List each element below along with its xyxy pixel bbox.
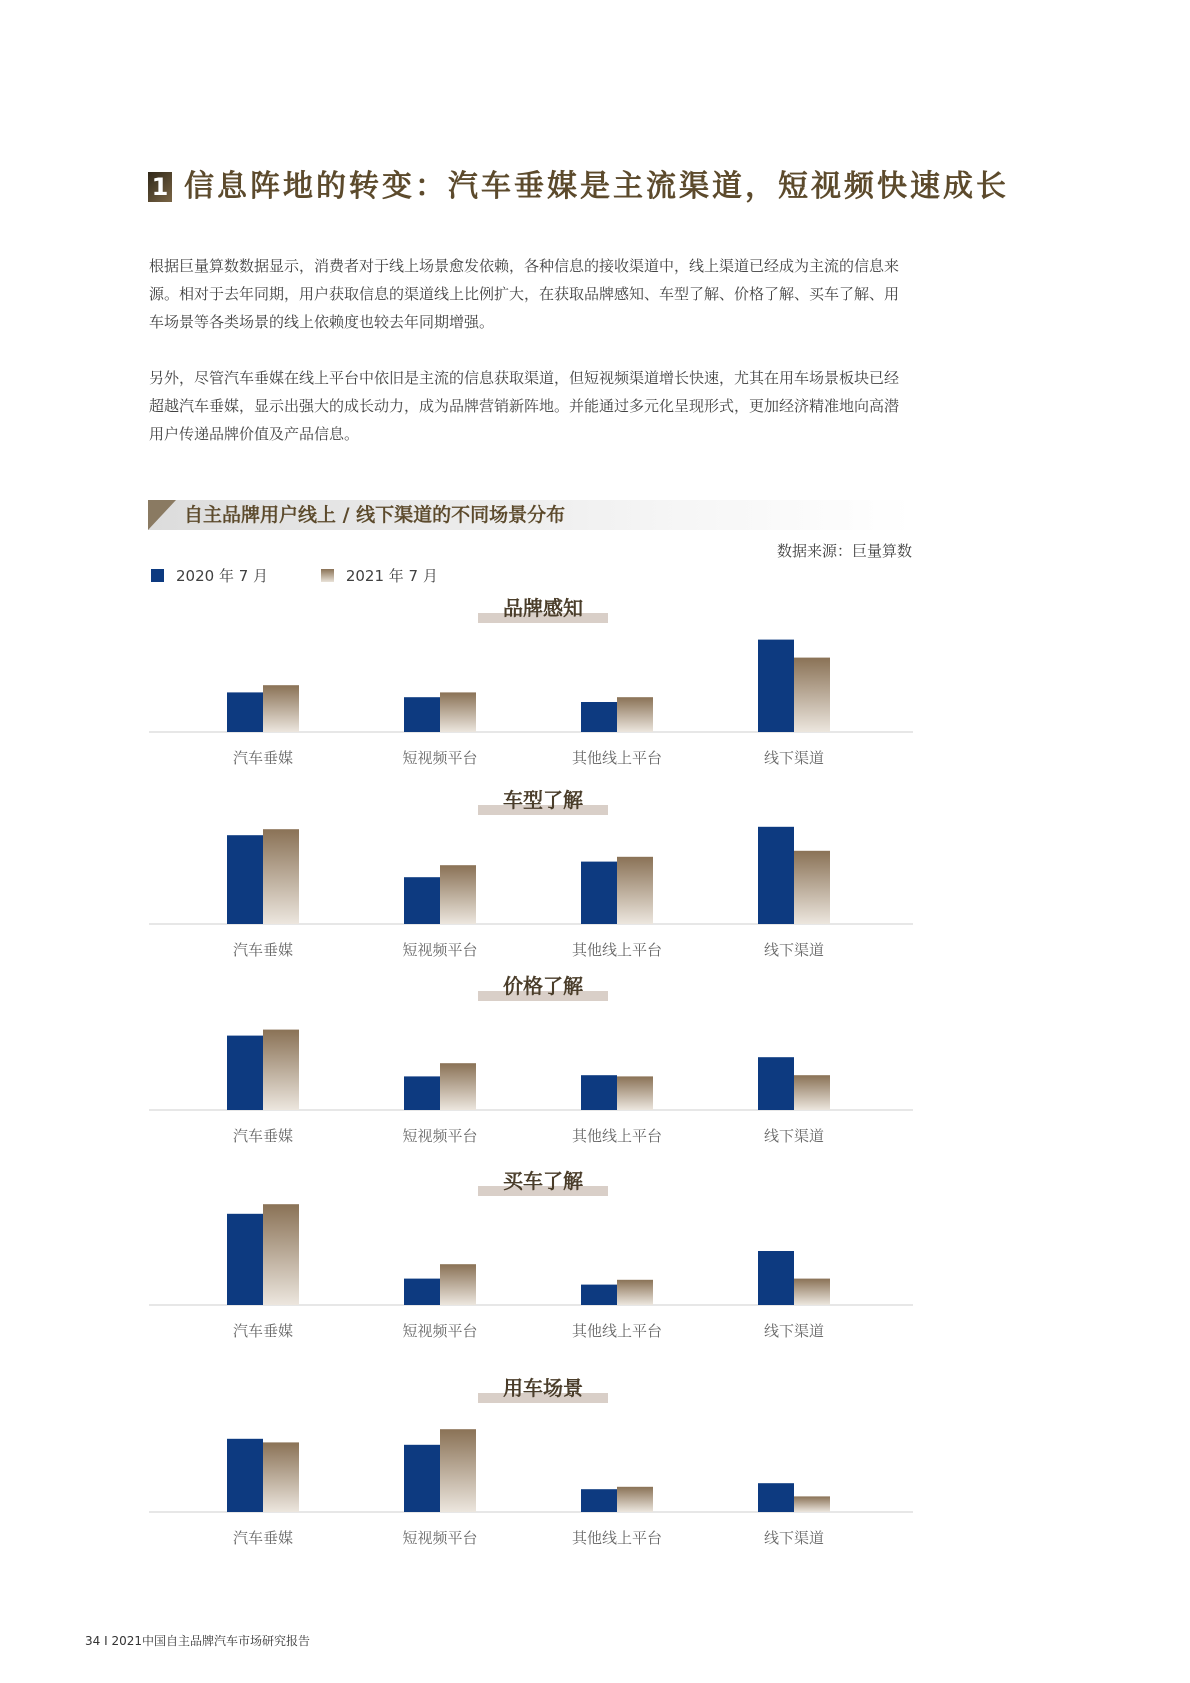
bar-2021 bbox=[440, 692, 476, 732]
category-label: 线下渠道 bbox=[763, 941, 825, 959]
panel-title: 车型了解 bbox=[503, 788, 583, 812]
category-label: 汽车垂媒 bbox=[232, 941, 294, 959]
bar-2020 bbox=[581, 1075, 617, 1110]
category-label: 线下渠道 bbox=[763, 1322, 825, 1340]
category-label: 线下渠道 bbox=[763, 1529, 825, 1547]
intro-paragraph-2: 另外，尽管汽车垂媒在线上平台中依旧是主流的信息获取渠道，但短视频渠道增长快速，尤其在用车场景板块已经超越汽车垂媒，显示出强大的成长动力，成为品牌营销新阵地。并能通过多元化呈现形式，更加经济精准地向高潜用户传递品牌价值及产品信息。 bbox=[149, 369, 900, 443]
bar-2021 bbox=[794, 851, 830, 924]
bar-2021 bbox=[263, 1442, 299, 1512]
bar-2021 bbox=[263, 685, 299, 732]
bar-2020 bbox=[758, 1483, 794, 1512]
bar-2020 bbox=[581, 1285, 617, 1305]
bar-2021 bbox=[440, 1429, 476, 1512]
data-source-note: 数据来源：巨量算数 bbox=[776, 542, 912, 560]
category-label: 其他线上平台 bbox=[571, 749, 663, 767]
bar-2021 bbox=[617, 697, 653, 732]
bar-2021 bbox=[440, 865, 476, 924]
category-label: 其他线上平台 bbox=[571, 1127, 663, 1145]
bar-2020 bbox=[581, 1489, 617, 1512]
bar-2021 bbox=[794, 1279, 830, 1305]
bar-2021 bbox=[263, 829, 299, 924]
panel-title: 价格了解 bbox=[503, 974, 583, 998]
category-label: 线下渠道 bbox=[763, 1127, 825, 1145]
category-label: 汽车垂媒 bbox=[232, 1529, 294, 1547]
category-label: 短视频平台 bbox=[402, 941, 478, 959]
bar-2021 bbox=[263, 1204, 299, 1305]
section-number-badge: 1 bbox=[148, 172, 172, 202]
category-label: 短视频平台 bbox=[402, 1322, 478, 1340]
panel-title: 品牌感知 bbox=[503, 596, 583, 620]
bar-2021 bbox=[440, 1063, 476, 1110]
bar-2020 bbox=[404, 697, 440, 732]
bar-2020 bbox=[227, 1036, 263, 1110]
category-label: 短视频平台 bbox=[402, 1529, 478, 1547]
bar-2020 bbox=[227, 1214, 263, 1305]
category-label: 其他线上平台 bbox=[571, 1529, 663, 1547]
bar-2020 bbox=[758, 1251, 794, 1305]
chart-title: 自主品牌用户线上 / 线下渠道的不同场景分布 bbox=[184, 504, 566, 526]
category-label: 短视频平台 bbox=[402, 749, 478, 767]
bar-2021 bbox=[617, 857, 653, 924]
bar-2020 bbox=[227, 835, 263, 924]
bar-2020 bbox=[404, 1279, 440, 1305]
category-label: 汽车垂媒 bbox=[232, 749, 294, 767]
category-label: 汽车垂媒 bbox=[232, 1322, 294, 1340]
page-footer: 34 I 2021中国自主品牌汽车市场研究报告 bbox=[85, 1634, 310, 1648]
category-label: 其他线上平台 bbox=[571, 1322, 663, 1340]
bar-2021 bbox=[617, 1280, 653, 1305]
category-label: 线下渠道 bbox=[763, 749, 825, 767]
category-label: 短视频平台 bbox=[402, 1127, 478, 1145]
bar-2021 bbox=[617, 1487, 653, 1512]
bar-2020 bbox=[758, 1057, 794, 1110]
bar-2020 bbox=[758, 640, 794, 732]
bar-2020 bbox=[227, 1439, 263, 1512]
bar-2021 bbox=[263, 1030, 299, 1110]
category-label: 汽车垂媒 bbox=[232, 1127, 294, 1145]
bar-2020 bbox=[758, 827, 794, 924]
bar-2020 bbox=[227, 692, 263, 732]
bar-2020 bbox=[581, 862, 617, 924]
panel-title: 买车了解 bbox=[503, 1169, 583, 1193]
legend-label-2021: 2021 年 7 月 bbox=[345, 567, 438, 585]
bar-2020 bbox=[581, 702, 617, 732]
bar-2021 bbox=[617, 1076, 653, 1110]
bar-2020 bbox=[404, 1076, 440, 1110]
bar-2021 bbox=[794, 1075, 830, 1110]
bar-2021 bbox=[794, 1496, 830, 1512]
bar-2021 bbox=[440, 1264, 476, 1305]
intro-paragraph-1: 根据巨量算数数据显示，消费者对于线上场景愈发依赖，各种信息的接收渠道中，线上渠道已经成为主流的信息来源。相对于去年同期，用户获取信息的渠道线上比例扩大，在获取品牌感知、车型了解、价格了解、买车了解、用车场景等各类场景的线上依赖度也较去年同期增强。 bbox=[149, 257, 900, 331]
bar-2020 bbox=[404, 1445, 440, 1512]
section-title: 信息阵地的转变：汽车垂媒是主流渠道，短视频快速成长 bbox=[184, 169, 1009, 204]
category-label: 其他线上平台 bbox=[571, 941, 663, 959]
bar-2020 bbox=[404, 877, 440, 924]
panel-title: 用车场景 bbox=[503, 1376, 583, 1400]
legend-label-2020: 2020 年 7 月 bbox=[176, 567, 269, 585]
bar-2021 bbox=[794, 658, 830, 732]
